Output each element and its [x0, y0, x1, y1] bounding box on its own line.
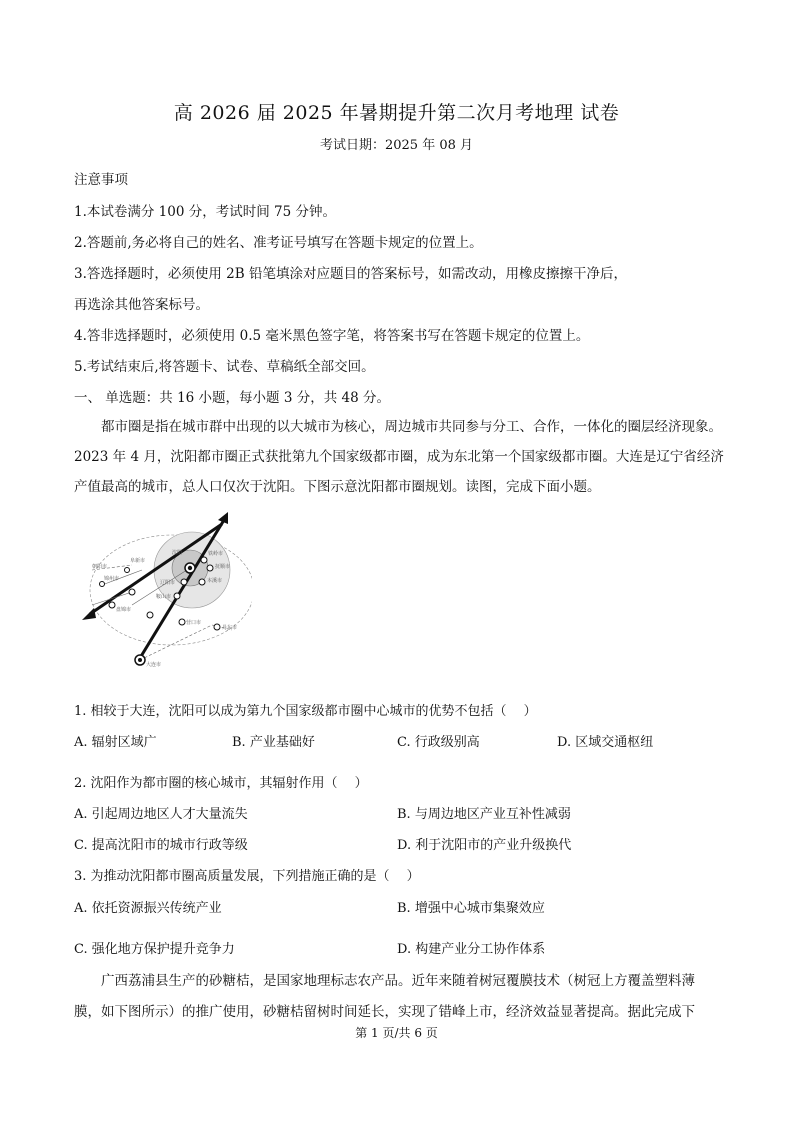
- question-stem: 1. 相较于大连，沈阳可以成为第九个国家级都市圈中心城市的优势不包括（ ）: [74, 704, 537, 719]
- city-node: [207, 565, 213, 571]
- note-item: 5.考试结束后,将答题卡、试卷、草稿纸全部交回。: [74, 359, 375, 375]
- map-label: 锦州市: [104, 576, 120, 582]
- map-label: 阜新市: [130, 558, 146, 564]
- map-label: 沈阳: [172, 550, 183, 556]
- note-item: 再选涂其他答案标号。: [74, 297, 209, 313]
- city-node-dalian-center: [138, 658, 142, 662]
- map-label: 大连市: [146, 662, 162, 668]
- exam-date: 考试日期：2025 年 08 月: [319, 138, 474, 153]
- page-footer: 第 1 页/共 6 页: [355, 1026, 438, 1040]
- shenyang-metro-map: [72, 510, 252, 680]
- map-label: 丹东市: [222, 625, 238, 631]
- city-node: [174, 593, 180, 599]
- city-node: [179, 619, 185, 625]
- option-a: A. 辐射区域广: [74, 735, 157, 750]
- note-item: 2.答题前,务必将自己的姓名、准考证号填写在答题卡规定的位置上。: [74, 235, 483, 251]
- exam-title: 高 2026 届 2025 年暑期提升第二次月考地理 试卷: [173, 102, 620, 124]
- option-a: A. 引起周边地区人才大量流失: [74, 807, 248, 822]
- option-c: C. 提高沈阳市的城市行政等级: [74, 838, 248, 853]
- city-node: [129, 589, 135, 595]
- note-item: 3.答选择题时，必须使用 2B 铅笔填涂对应题目的答案标号，如需改动，用橡皮擦擦干净后，: [74, 266, 627, 282]
- note-item: 4.答非选择题时，必须使用 0.5 毫米黑色签字笔，将答案书写在答题卡规定的位置上。: [74, 328, 590, 344]
- map-label: 盘锦市: [116, 607, 132, 613]
- map-label: 朝阳市: [92, 564, 108, 570]
- option-a: A. 依托资源振兴传统产业: [74, 901, 222, 916]
- map-label: 抚顺市: [215, 564, 231, 570]
- map-label: 本溪市: [207, 578, 223, 584]
- section-heading: 一、 单选题：共 16 小题，每小题 3 分，共 48 分。: [74, 390, 390, 406]
- city-node: [100, 582, 105, 587]
- question-stem: 2. 沈阳作为都市圈的核心城市，其辐射作用（ ）: [74, 776, 368, 791]
- city-node: [147, 612, 153, 618]
- city-node-shenyang-center: [188, 566, 192, 570]
- option-d: D. 构建产业分工协作体系: [397, 942, 546, 957]
- passage-citrus-line: 广西荔浦县生产的砂糖桔，是国家地理标志农产品。近年来随着树冠覆膜技术（树冠上方覆盖塑料薄: [101, 973, 695, 989]
- option-d: D. 区域交通枢纽: [557, 735, 654, 750]
- option-b: B. 与周边地区产业互补性减弱: [397, 807, 571, 822]
- map-label: 鞍山市: [156, 594, 172, 600]
- option-c: C. 行政级别高: [397, 735, 480, 750]
- city-node: [109, 602, 115, 608]
- option-c: C. 强化地方保护提升竞争力: [74, 942, 235, 957]
- map-label: 辽阳市: [160, 580, 176, 586]
- option-d: D. 利于沈阳市的产业升级换代: [397, 838, 572, 853]
- arrow-head: [82, 608, 96, 620]
- city-node: [199, 579, 205, 585]
- map-label: 营口市: [186, 620, 202, 626]
- map-label: 铁岭市: [208, 551, 224, 557]
- option-b: B. 产业基础好: [232, 735, 315, 750]
- notes-heading: 注意事项: [74, 172, 128, 188]
- city-node: [181, 579, 187, 585]
- note-item: 1.本试卷满分 100 分，考试时间 75 分钟。: [74, 204, 336, 220]
- city-node: [201, 557, 207, 563]
- passage-metro-area: 都市圈是指在城市群中出现的以大城市为核心，周边城市共同参与分工、合作，一体化的圈层经济现象。2023 年 4 月，沈阳都市圈正式获批第九个国家级都市圈，成为东北第一个国家级都市圈。大连是辽宁省经济产值最高的城市，总人口仅次于沈阳。下图示意沈阳都市圈规划。读图，完成下面小题。: [74, 419, 724, 495]
- city-node: [214, 624, 220, 630]
- question-stem: 3. 为推动沈阳都市圈高质量发展，下列措施正确的是（ ）: [74, 869, 420, 884]
- option-b: B. 增强中心城市集聚效应: [397, 901, 545, 916]
- passage-citrus-line: 膜，如下图所示）的推广使用，砂糖桔留树时间延长，实现了错峰上市，经济效益显著提高。据此完成下: [74, 1004, 695, 1020]
- city-node: [125, 568, 130, 573]
